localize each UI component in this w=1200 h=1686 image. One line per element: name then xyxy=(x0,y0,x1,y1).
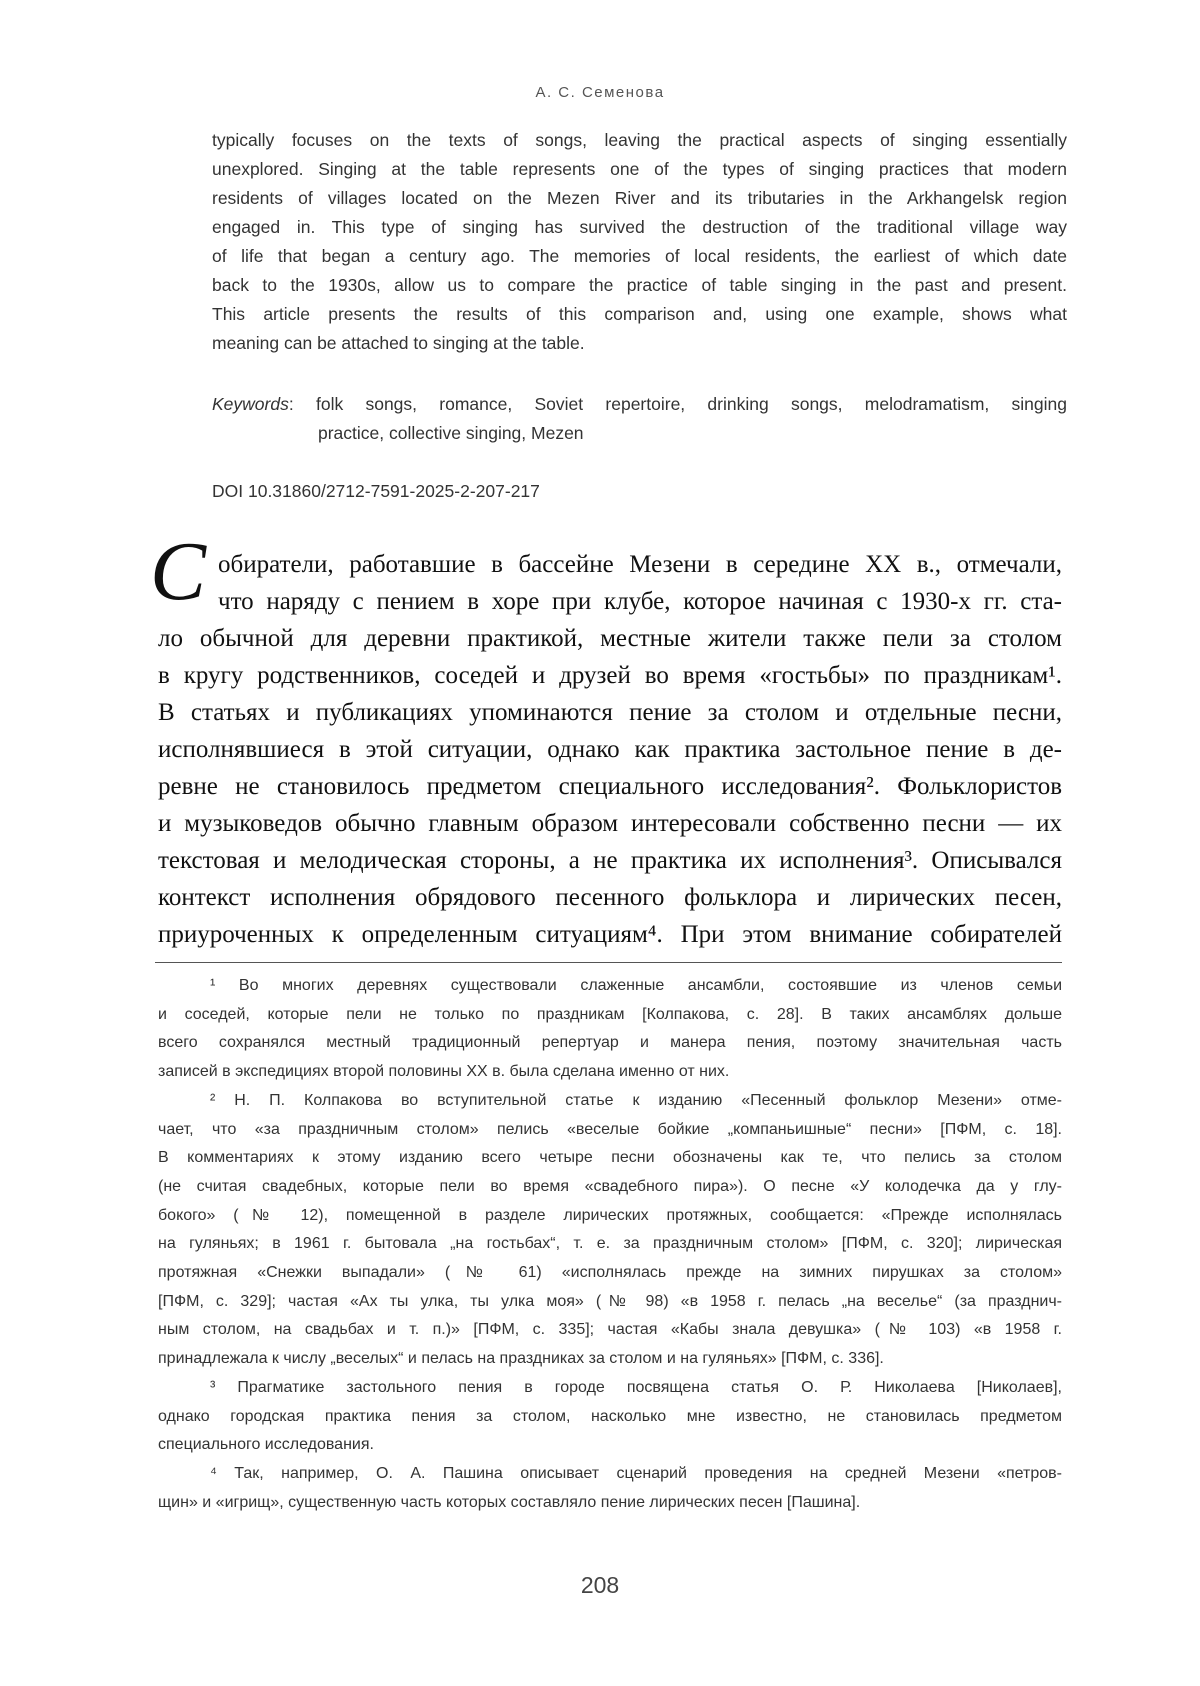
abstract-line: meaning can be attached to singing at the table. xyxy=(212,329,1067,358)
footnote-line: на гуляньях; в 1961 г. бытовала „на гостьбах“, т. е. за праздничным столом» [ПФМ, с. 320]; лирическая xyxy=(158,1230,1062,1259)
body-line: исполнявшиеся в этой ситуации, однако как практика застольное пение в де- xyxy=(158,731,1062,768)
footnote-line: и соседей, которые пели не только по праздникам [Колпакова, с. 28]. В таких ансамблях дольше xyxy=(158,1001,1062,1030)
abstract-line: of life that began a century ago. The memories of local residents, the earliest of which date xyxy=(212,242,1067,271)
footnote-line: принадлежала к числу „веселых“ и пелась на праздниках за столом и на гуляньях» [ПФМ, с. 336]. xyxy=(158,1345,1062,1374)
keywords-text: : folk songs, romance, Soviet repertoire, drinking songs, melodramatism, singing xyxy=(289,394,1067,414)
body-line: приуроченных к определенным ситуациям⁴. При этом внимание собирателей xyxy=(158,916,1062,953)
abstract-line: This article presents the results of this comparison and, using one example, shows what xyxy=(212,300,1067,329)
footnotes xyxy=(158,972,1062,1517)
footnote-line: щин» и «игрищ», существенную часть которых составляло пение лирических песен [Пашина]. xyxy=(158,1489,1062,1518)
body-line: и музыковедов обычно главным образом интересовали собственно песни — их xyxy=(158,805,1062,842)
abstract xyxy=(212,126,1067,358)
footnote-line: однако городская практика пения за столом, насколько мне известно, не становилась предметом xyxy=(158,1403,1062,1432)
footnote-line: записей в экспедициях второй половины XX в. была сделана именно от них. xyxy=(158,1058,1062,1087)
body-text xyxy=(158,546,1062,953)
page-number: 208 xyxy=(0,1572,1200,1599)
footnote-line: (не считая свадебных, которые пели во время «свадебного пира»). О песне «У колодечка да у глу- xyxy=(158,1173,1062,1202)
footnote-line: В комментариях к этому изданию всего четыре песни обозначены как те, что пелись за столом xyxy=(158,1144,1062,1173)
footnote-line: ³ Прагматике застольного пения в городе посвящена статья О. Р. Николаева [Николаев], xyxy=(158,1374,1062,1403)
keywords-label: Keywords xyxy=(212,394,289,414)
footnote-line: протяжная «Снежки выпадали» (№ 61) «исполнялась прежде на зимних пирушках за столом» xyxy=(158,1259,1062,1288)
body-line: в кругу родственников, соседей и друзей во время «гостьбы» по праздникам¹. xyxy=(158,657,1062,694)
footnote-line: чает, что «за праздничным столом» пелись «веселые бойкие „компаньишные“ песни» [ПФМ, с. 18]. xyxy=(158,1116,1062,1145)
drop-cap: С xyxy=(150,530,206,614)
footnote-line: ным столом, на свадьбах и т. п.)» [ПФМ, с. 335]; частая «Кабы знала девушка» (№ 103) «в 1958 г. xyxy=(158,1316,1062,1345)
running-header: А. С. Семенова xyxy=(0,84,1200,101)
abstract-line: engaged in. This type of singing has survived the destruction of the traditional village way xyxy=(212,213,1067,242)
footnote-line: бокого» (№ 12), помещенной в разделе лирических протяжных, сообщается: «Прежде исполнялась xyxy=(158,1202,1062,1231)
abstract-line: residents of villages located on the Mezen River and its tributaries in the Arkhangelsk region xyxy=(212,184,1067,213)
footnote-line: ⁴ Так, например, О. А. Пашина описывает сценарий проведения на средней Мезени «петров- xyxy=(158,1460,1062,1489)
footnote-line: специального исследования. xyxy=(158,1431,1062,1460)
footnote-line: ¹ Во многих деревнях существовали слаженные ансамбли, состоявшие из членов семьи xyxy=(158,972,1062,1001)
keywords-text-cont: practice, collective singing, Mezen xyxy=(212,419,1067,448)
body-line: ревне не становилось предметом специального исследования². Фольклористов xyxy=(158,768,1062,805)
abstract-line: typically focuses on the texts of songs, leaving the practical aspects of singing essentially xyxy=(212,126,1067,155)
body-line: контекст исполнения обрядового песенного фольклора и лирических песен, xyxy=(158,879,1062,916)
body-line: В статьях и публикациях упоминаются пение за столом и отдельные песни, xyxy=(158,694,1062,731)
footnote-divider xyxy=(155,962,1062,963)
doi: DOI 10.31860/2712-7591-2025-2-207-217 xyxy=(212,477,540,506)
body-line: обиратели, работавшие в бассейне Мезени в середине XX в., отмечали, xyxy=(158,546,1062,583)
footnote-line: ² Н. П. Колпакова во вступительной статье к изданию «Песенный фольклор Мезени» отме- xyxy=(158,1087,1062,1116)
footnote-line: всего сохранялся местный традиционный репертуар и манера пения, поэтому значительная часть xyxy=(158,1029,1062,1058)
body-line: текстовая и мелодическая стороны, а не практика их исполнения³. Описывался xyxy=(158,842,1062,879)
body-line: ло обычной для деревни практикой, местные жители также пели за столом xyxy=(158,620,1062,657)
abstract-line: unexplored. Singing at the table represents one of the types of singing practices that modern xyxy=(212,155,1067,184)
footnote-line: [ПФМ, с. 329]; частая «Ах ты улка, ты улка моя» (№ 98) «в 1958 г. пелась „на веселье“ (за празднич- xyxy=(158,1288,1062,1317)
body-line: что наряду с пением в хоре при клубе, которое начиная с 1930-х гг. ста- xyxy=(158,583,1062,620)
keywords xyxy=(212,390,1067,448)
abstract-line: back to the 1930s, allow us to compare the practice of table singing in the past and present. xyxy=(212,271,1067,300)
